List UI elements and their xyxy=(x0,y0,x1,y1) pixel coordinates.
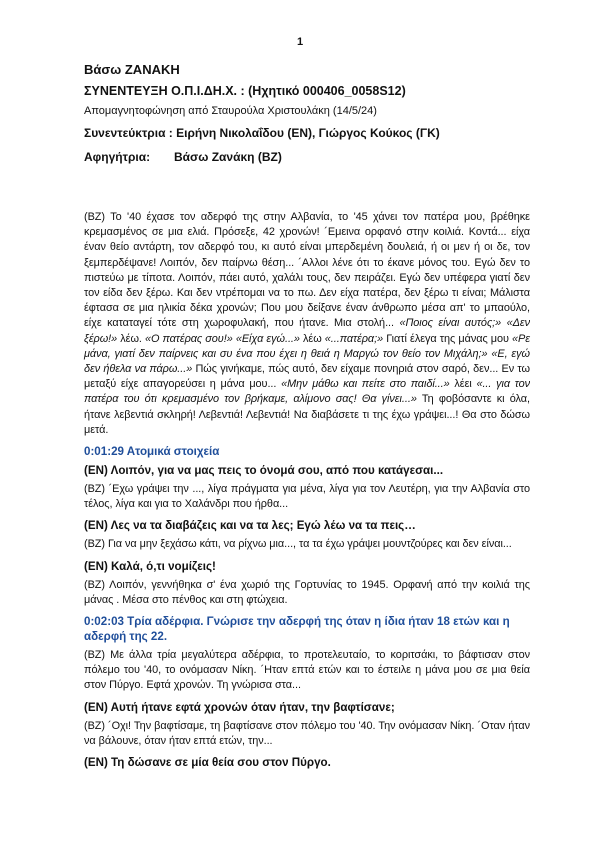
interviewers-line: Συνεντεύκτρια : Ειρήνη Νικολαΐδου (ΕΝ), Γιώργος Κούκος (ΓΚ) xyxy=(84,126,440,140)
narrator-paragraph: (ΒΖ) ´Εχω γράψει την ..., λίγα πράγματα για μένα, λίγα για τον Λευτέρη, για την Αλβανία στο τέλος, λίγα και για το Χαλάνδρι που ήρθα... xyxy=(84,483,530,511)
narrator-paragraph: (ΒΖ) Για να μην ξεχάσω κάτι, να ρίχνω μια..., τα τα έχω γράψει μουντζούρες και δεν είναι... xyxy=(84,538,512,551)
interviewer-question: (ΕΝ) Καλά, ό,τι νομίζεις! xyxy=(84,559,216,573)
narrator-paragraph: (ΒΖ) Το '40 έχασε τον αδερφό της στην Αλβανία, το '45 χάνει τον πατέρα μου, βρέθηκε κρεμασμένος σε μια ελιά. Πρόσεξε, 42 χρονών! ´Εμεινα ορφανό στην κοιλιά. Κοντά... είχα έναν θείο αντάρτη, τον αδερφό του, κι αυτό είναι μπερδεμένη δουλειά, ή οι μεν ή οι δε, τον ξεμπερδέψανε! Λοιπόν, δεν παίρνω θέση... ´Αλλοι λένε ότι το έκανε μόνος του. Εγώ δεν το πιστεύω με τίποτα. Λοιπόν, πάει αυτό, χαλάλι τους, δεν πειράζει. Εγώ δεν υπέφερα γιατί δεν τον είδα δεν ξέρω. Και δεν ντρέπομαι να το πω. Δεν είχα πατέρα, δεν ξέρω τι είναι; Μάλιστα έφτασα σε μια ηλικία δέκα χρονών; Που μου δείξανε έναν άνθρωπο μέσα απ' το μπαούλο, είχε καταταγεί τότε στη χωροφυλακή, που ήτανε. Μια στολή... «Ποιος είναι αυτός;» «Δεν ξέρω!» λέω. «Ο πατέρας σου!» «Είχα εγώ...» λέω «...πατέρα;» Γιατί έλεγα της μάνας μου «Ρε μάνα, γιατί δεν παίρνεις και συ ένα που έχει η θειά η Μαργώ τον θείο τον Μιχάλη;» «Ε, εγώ δεν ήθελα να πάρω...» Πώς γινήκαμε, πώς αυτό, δεν είχαμε πονηριά στον σαρό, δεν... Εν τω μεταξύ είχε απαγορεύσει η μάνα μου... «Μην μάθω και πείτε στο παιδί...» λέει «... για τον πατέρα του ότι κρεμασμένο τον βρήκαμε, αλίμονο σας! Θα γίνει...» Τη φοβόσαντε κι όλα, ήτανε λεβεντιά σκληρή! Λεβεντιά! Λεβεντιά! Να διαβάσετε τι της έχω γράψει...! Θα στο δώσω μετά. xyxy=(84,211,530,436)
transcription-credit: Απομαγνητοφώνηση από Σταυρούλα Χριστουλάκη (14/5/24) xyxy=(84,105,377,117)
interviewer-question: (ΕΝ) Λοιπόν, για να μας πεις το όνομά σου, από που κατάγεσαι... xyxy=(84,464,444,478)
narrator-paragraph: (ΒΖ) Με άλλα τρία μεγαλύτερα αδέρφια, το προτελευταίο, το κοριτσάκι, το βάφτισαν στον πόλεμο του '40, το ονόμασαν Νίκη. ´Ηταν επτά ετών και το έστειλε η μάνα μου σε μια θεία στον Πύργο. Εφτά χρονών. Τη γνώρισα στα... xyxy=(84,649,530,692)
interviewer-question: (ΕΝ) Λες να τα διαβάζεις και να τα λες; Εγώ λέω να τα πεις… xyxy=(84,519,416,533)
timestamp-heading: 0:02:03 Τρία αδέρφια. Γνώρισε την αδερφή της όταν η ίδια ήταν 18 ετών και η αδερφή της 22. xyxy=(84,615,510,644)
narrator-name-heading: Βάσω ΖΑΝΑΚΗ xyxy=(84,62,180,77)
narrator-line xyxy=(84,150,534,164)
narrator-value: Βάσω Ζανάκη (ΒΖ) xyxy=(174,150,282,164)
interviewer-question: (ΕΝ) Αυτή ήτανε εφτά χρονών όταν ήταν, την βαφτίσανε; xyxy=(84,700,395,714)
interview-title: ΣΥΝΕΝΤΕΥΞΗ Ο.Π.Ι.ΔΗ.Χ. : (Ηχητικό 000406_0058S12) xyxy=(84,84,406,98)
narrator-paragraph: (ΒΖ) ´Οχι! Την βαφτίσαμε, τη βαφτίσανε στον πόλεμο του '40. Την ονόμασαν Νίκη. ´Οταν ήταν να βάλουνε, όταν ήταν επτά ετών, την... xyxy=(84,719,530,747)
narrator-label: Αφηγήτρια: xyxy=(84,150,151,164)
timestamp-heading: 0:01:29 Ατομικά στοιχεία xyxy=(84,445,220,459)
transcript-body xyxy=(84,210,530,774)
narrator-paragraph: (ΒΖ) Λοιπόν, γεννήθηκα σ' ένα χωριό της Γορτυνίας το 1945. Ορφανή από την κοιλιά της μάνας . Μέσα στο πένθος και στη φτώχεια. xyxy=(84,578,530,606)
page-number: 1 xyxy=(296,36,304,48)
interviewer-question: (ΕΝ) Τη δώσανε σε μία θεία σου στον Πύργο. xyxy=(84,756,331,770)
